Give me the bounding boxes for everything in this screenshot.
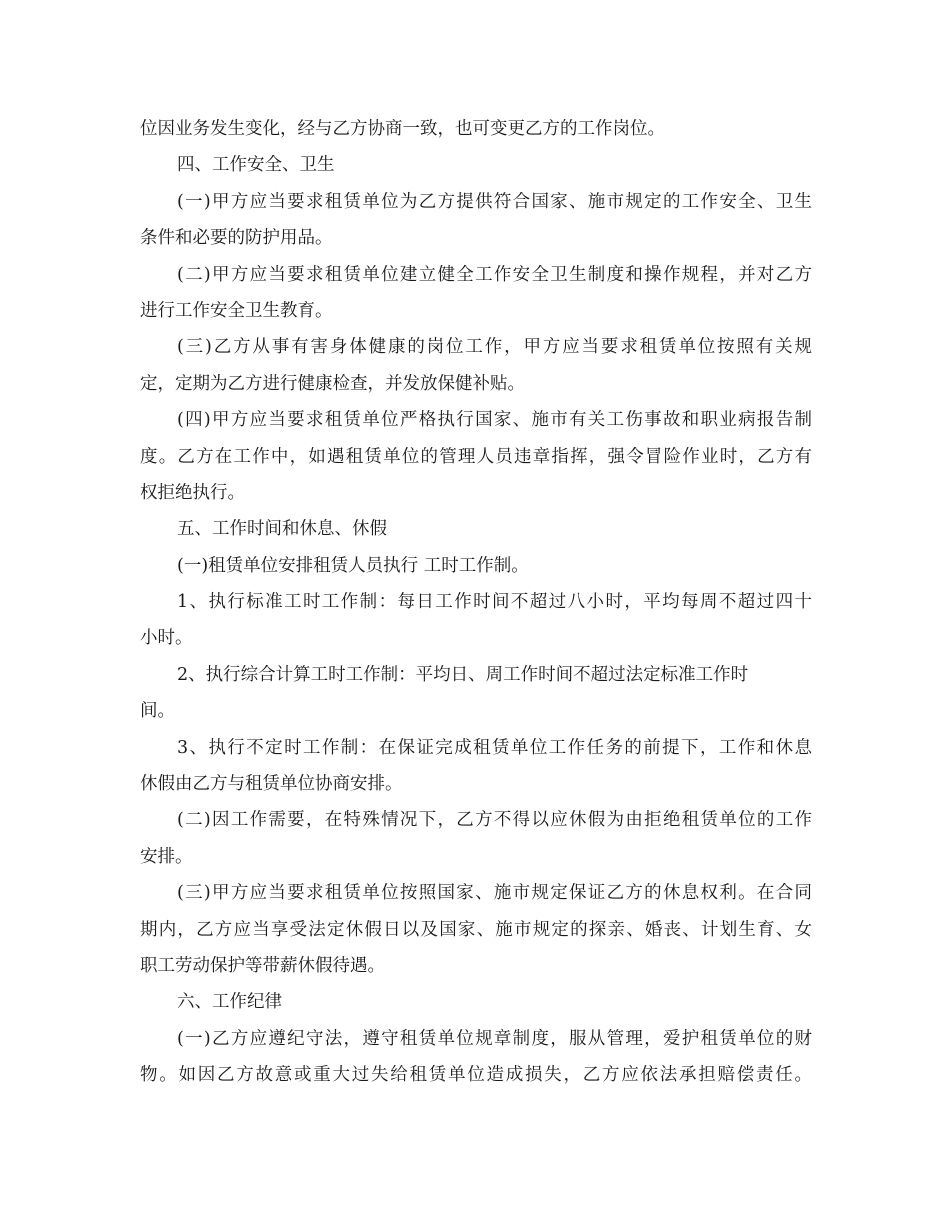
text-line: 2、执行综合计算工时工作制：平均日、周工作时间不超过法定标准工作时 bbox=[177, 664, 749, 685]
text-line: (一)乙方应遵纪守法，遵守租赁单位规章制度，服从管理，爱护租赁单位的财 bbox=[177, 1028, 812, 1049]
text-line: 期内，乙方应当享受法定休假日以及国家、施市规定的探亲、婚丧、计划生育、女 bbox=[140, 919, 812, 940]
text-line: 权拒绝执行。 bbox=[140, 482, 245, 503]
text-line: 定，定期为乙方进行健康检查，并发放保健补贴。 bbox=[140, 373, 525, 394]
text-line: 3、执行不定时工作制：在保证完成租赁单位工作任务的前提下，工作和休息 bbox=[177, 737, 812, 758]
text-line: 四、工作安全、卫生 bbox=[177, 155, 335, 176]
text-line: (二)因工作需要，在特殊情况下，乙方不得以应休假为由拒绝租赁单位的工作 bbox=[177, 810, 812, 831]
text-line: 位因业务发生变化，经与乙方协商一致，也可变更乙方的工作岗位。 bbox=[140, 119, 665, 139]
text-line: (三)乙方从事有害身体健康的岗位工作，甲方应当要求租赁单位按照有关规 bbox=[177, 337, 812, 358]
text-line: 六、工作纪律 bbox=[177, 992, 282, 1013]
text-line: 1、执行标准工时工作制：每日工作时间不超过八小时，平均每周不超过四十 bbox=[177, 592, 812, 613]
text-line: (四)甲方应当要求租赁单位严格执行国家、施市有关工伤事故和职业病报告制 bbox=[177, 410, 812, 431]
text-line: 小时。 bbox=[140, 628, 193, 649]
text-line: (一)租赁单位安排租赁人员执行 工时工作制。 bbox=[177, 555, 529, 576]
text-line: 条件和必要的防护用品。 bbox=[140, 228, 333, 249]
text-line: 休假由乙方与租赁单位协商安排。 bbox=[140, 774, 403, 795]
text-line: (一)甲方应当要求租赁单位为乙方提供符合国家、施市规定的工作安全、卫生 bbox=[177, 191, 812, 212]
text-line: (二)甲方应当要求租赁单位建立健全工作安全卫生制度和操作规程，并对乙方 bbox=[177, 264, 812, 285]
text-line: 物。如因乙方故意或重大过失给租赁单位造成损失，乙方应依法承担赔偿责任。 bbox=[140, 1065, 812, 1086]
text-line: 五、工作时间和休息、休假 bbox=[177, 519, 387, 540]
text-line: 度。乙方在工作中，如遇租赁单位的管理人员违章指挥，强令冒险作业时，乙方有 bbox=[140, 446, 812, 467]
text-line: 安排。 bbox=[140, 846, 193, 867]
document-body bbox=[140, 111, 812, 1094]
text-line: 间。 bbox=[140, 701, 175, 722]
text-line: (三)甲方应当要求租赁单位按照国家、施市规定保证乙方的休息权利。在合同 bbox=[177, 883, 812, 904]
text-line: 职工劳动保护等带薪休假待遇。 bbox=[140, 955, 385, 976]
text-line: 进行工作安全卫生教育。 bbox=[140, 300, 333, 321]
